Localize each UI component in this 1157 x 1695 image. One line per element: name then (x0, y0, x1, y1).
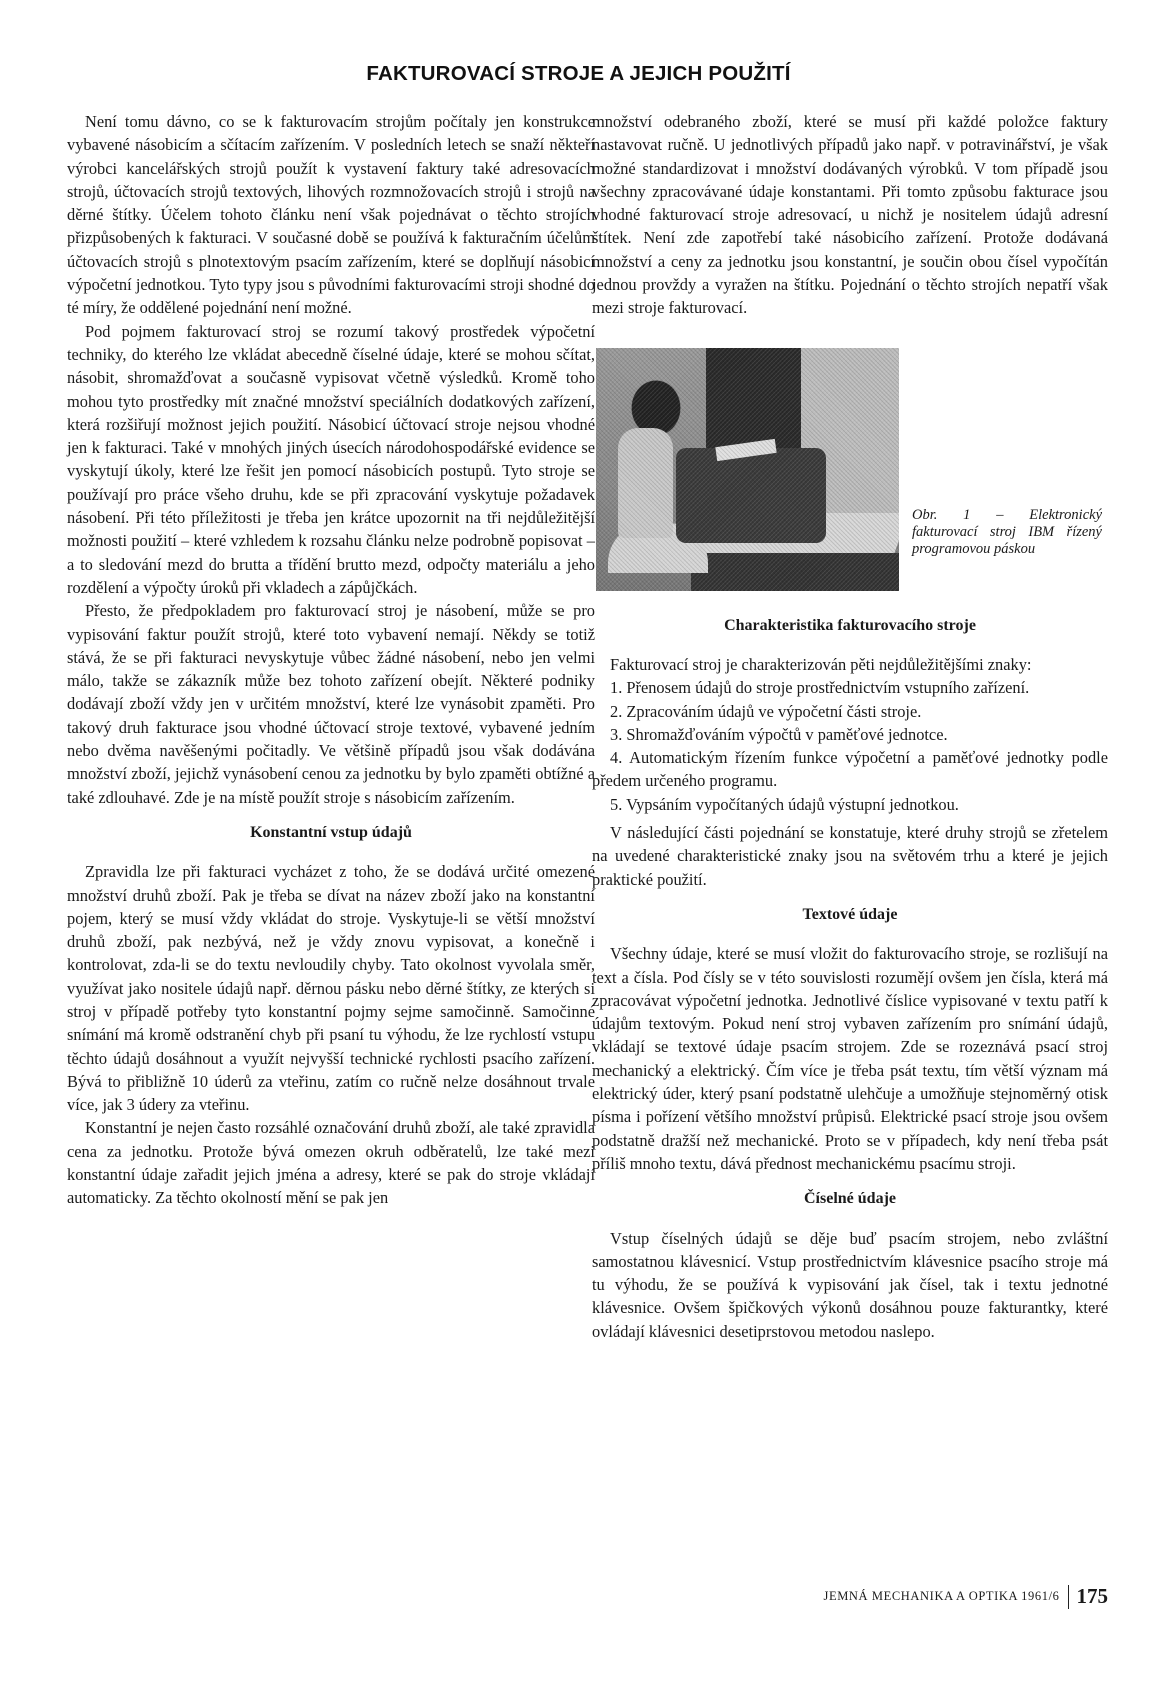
right-column (592, 110, 1108, 1343)
footer-divider (1068, 1585, 1069, 1609)
page-footer (824, 1584, 1108, 1609)
list-item: 3. Shromažďováním výpočtů v paměťové jednotce. (610, 724, 948, 744)
journal-name: JEMNÁ MECHANIKA A OPTIKA 1961/6 (823, 1589, 1060, 1603)
article-title: FAKTUROVACÍ STROJE A JEJICH POUŽITÍ (366, 62, 791, 85)
paragraph: Zpravidla lze při fakturaci vycházet z toho, že se dodává určité omezené množství druhů zboží. Pak je třeba se dívat na název zboží jako na konstantní pojem, který se musí vždy vkládat do stroje. Vyskytuje-li se větší množství druhů zboží, pak nezbývá, než je vždy znovu vypisovat, a konečně i kontrolovat, zda-li se do textu nevloudily chyby. Tato okolnost vyvolala směr, využívat jako nositele údajů např. děrnou pásku nebo děrné štítky, ze kterých si stroj v případě potřeby tyto konstantní pojmy sejme samočinně. Samočinné snímání má kromě odstranění chyb při psaní tu výhodu, že lze rychlostí vstupu těchto údajů dosáhnout a využít nejvyšší technické rychlosti psacího zařízení. Bývá to přibližně 10 úderů za vteřinu, zatím co ručně nelze dosáhnout trvale více, jak 3 údery za vteřinu. (67, 862, 595, 1115)
paragraph: Přesto, že předpokladem pro fakturovací stroj je násobení, může se pro vypisování faktur použít strojů, které toto vybavení nemají. Někdy se totiž stává, že se při fakturaci nevyskytuje vůbec žádné násobení, nebo jen velmi málo, takže se zákazník může bez tohoto zařízení obejít. Některé podniky dodávají zboží vždy jen v určitém množství, které lze vynásobit zpaměti. Pro takový druh fakturace jsou vhodné účtovací stroje textové, vybavené jedním nebo dvěma navěšenými počitadly. Ve většině případů jsou však dodávána množství zboží, jejichž vynásobení cenou za jednotku by bylo zpaměti obtížné a také zdlouhavé. Zde je na místě použít stroje s násobicím zařízením. (67, 601, 595, 807)
section-heading: Konstantní vstup údajů (250, 823, 412, 841)
photo-halftone (596, 348, 899, 591)
paragraph: Všechny údaje, které se musí vložit do fakturovacího stroje, se rozlišují na text a čísla. Pod čísly se v této souvislosti rozumějí ovšem jen čísla, která má zpracovávat výpočetní jednotka. Jednotlivé číslice vypisované v textu patří k údajům textovým. Pokud není stroj vybaven zařízením pro snímání údajů, vkládají se textové údaje psacím strojem. Zde se rozeznává psací stroj mechanický a elektrický. Čím více je třeba psát textu, tím větší význam má elektrický úder, který psaní podstatně ulehčuje a umožňuje stejnoměrný otisk písma i pořízení většího množství průpisů. Elektrické psací stroje jsou ovšem podstatně dražší než mechanické. Proto se v případech, kdy není třeba psát příliš mnoho textu, dává přednost mechanickému psacímu stroji. (592, 944, 1108, 1173)
section-heading: Charakteristika fakturovacího stroje (724, 616, 976, 634)
paragraph: Pod pojmem fakturovací stroj se rozumí takový prostředek výpočetní techniky, do kterého lze vkládat abecedně číselné údaje, které se mohou sčítat, násobit, shromažďovat a současně vypisovat včetně výsledků. Kromě toho mohou tyto prostředky mít značné množství speciálních dodatkových zařízení, která rozšiřují možnost jejich použití. Násobicí účtovací stroje nejsou vhodné jen k fakturaci. Také v mnohých jiných úsecích národohospodářské evidence se vyskytují úkoly, které lze řešit jen pomocí násobicích postupů. Tyto stroje se používají pro práce všeho druhu, kde se při zpracování vyskytuje požadavek násobení. Při této příležitosti je třeba jen krátce upozornit na tři nejdůležitější možnosti použití – které vzhledem k rozsahu článku nelze podrobně popisovat – a to sledování mezd do brutta a třídění brutto mezd, odpočty materiálu a jeho rozdělení a výpočty úroků při vkladech a zápůjčkách. (67, 321, 595, 597)
paragraph: V následující části pojednání se konstatuje, které druhy strojů se zřetelem na uvedené charakteristické znaky jsou na světovém trhu a které je jejich praktické použití. (592, 823, 1108, 889)
paragraph: Není tomu dávno, co se k fakturovacím strojům počítaly jen konstrukce vybavené násobicím a sčítacím zařízením. V posledních letech se snaží někteří výrobci kancelářských strojů použít k vystavení faktury také adresovacích strojů, účtovacích strojů textových, lihových rozmnožovacích strojů i strojů na děrné štítky. Účelem tohoto článku není však pojednávat o těchto strojích přizpůsobených k fakturaci. V současné době se používá k fakturačním účelům účtovacích strojů s plnotextovým psacím zařízením, které se doplňují násobicí výpočetní jednotkou. Tyto typy jsou s původními fakturovacími stroji shodné do té míry, že oddělené pojednání není možné. (67, 112, 595, 318)
paragraph: Fakturovací stroj je charakterizován pěti nejdůležitějšími znaky: (610, 654, 1032, 674)
paragraph: Konstantní je nejen často rozsáhlé označování druhů zboží, ale také zpravidla cena za jednotku. Protože bývá omezen okruh odběratelů, lze také mezi konstantní údaje zařadit jejich jména a adresy, které se pak do stroje vkládají automaticky. Za těchto okolností mění se pak jen (67, 1118, 595, 1208)
section-heading: Textové údaje (802, 905, 898, 923)
list-item: 4. Automatickým řízením funkce výpočetní a paměťové jednotky podle předem určeného programu. (592, 748, 1108, 791)
page-number: 175 (1076, 1584, 1108, 1608)
figure-photo (596, 348, 899, 591)
paragraph: Vstup číselných údajů se děje buď psacím strojem, nebo zvláštní samostatnou klávesnicí. Vstup prostřednictvím klávesnice psacího stroje má tu výhodu, že se používá k vypisování jak čísel, tak i textu jednotné klávesnice. Ovšem špičkových výkonů dosáhnou pouze fakturantky, které ovládají klávesnici desetiprstovou metodou naslepo. (592, 1228, 1108, 1341)
figure (592, 342, 1108, 598)
paragraph-continuation: množství odebraného zboží, které se musí při každé položce faktury nastavovat ručně. U jednotlivých případů jako např. v potravinářství, je však možné standardizovat i množství dodávaných výrobků. V tom případě jsou všechny zpracovávané údaje konstantami. Při tomto způsobu fakturace jsou vhodné fakturovací stroje adresovací, u nichž je nositelem údajů adresní štítek. Není zde zapotřebí také násobicího zařízení. Protože dodávaná množství a ceny za jednotku jsou konstantní, je součin obou čísel vypočítán jednou provždy a vyražen na štítku. Pojednání o těchto strojích nepatří však mezi stroje fakturovací. (592, 112, 1108, 318)
list-item: 5. Vypsáním vypočítaných údajů výstupní jednotkou. (610, 794, 959, 814)
left-column (67, 110, 595, 1210)
list-item: 1. Přenosem údajů do stroje prostřednictvím vstupního zařízení. (610, 678, 1030, 698)
list-item: 2. Zpracováním údajů ve výpočetní části stroje. (610, 701, 922, 721)
figure-caption: Obr. 1 – Elektronický fakturovací stroj IBM řízený programovou páskou (912, 506, 1102, 557)
section-heading: Číselné údaje (804, 1190, 896, 1208)
